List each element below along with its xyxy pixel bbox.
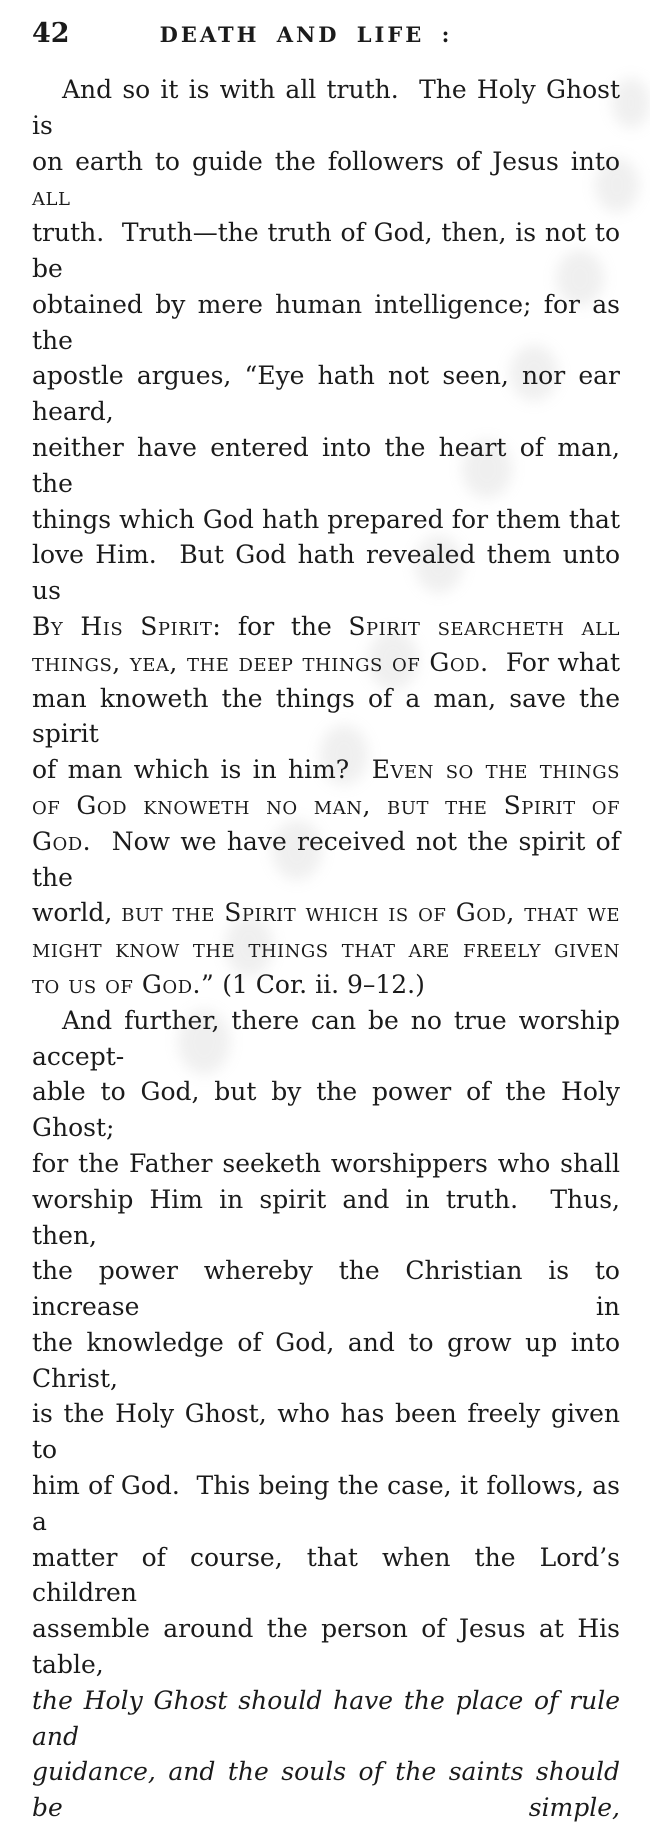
text-segment: And so it is with all truth. The Holy Ghost is: [32, 75, 620, 140]
text-segment-smallcaps: Spirit searcheth all: [348, 611, 620, 641]
text-line: [32, 1074, 620, 1146]
text-segment: world,: [32, 898, 122, 928]
text-segment-smallcaps: God.: [32, 826, 92, 856]
text-line: [32, 1754, 620, 1826]
text-line: [32, 1396, 620, 1468]
text-segment: assemble around the person of Jesus at His table,: [32, 1614, 620, 1680]
text-segment: apostle argues, “Eye hath not seen, nor ear heard,: [32, 361, 620, 427]
text-line: [32, 824, 620, 896]
text-segment: the power whereby the Christian is to increase in: [32, 1256, 620, 1322]
text-line: [32, 1253, 620, 1325]
text-segment: And further, there can be no true worship accept-: [32, 1005, 620, 1071]
text-segment-smallcaps: of God knoweth no man, but the Spirit of: [32, 790, 620, 820]
text-line: [32, 1003, 620, 1075]
text-line: [32, 681, 620, 753]
text-line: [32, 931, 620, 967]
running-title: DEATH AND LIFE :: [159, 22, 453, 47]
paragraph-2: [32, 1003, 620, 1826]
text-segment: obtained by mere human intelligence; for as the: [32, 289, 620, 355]
text-segment: matter of course, that when the Lord’s children: [32, 1542, 620, 1608]
page-number: 42: [32, 18, 70, 49]
text-segment: him of God. This being the case, it follows, as a: [32, 1471, 620, 1536]
text-segment: of man which is in him?: [32, 755, 372, 785]
scripture-reference: (1 Cor. ii. 9–12.): [214, 969, 425, 999]
text-line: [32, 502, 620, 538]
page-header: [32, 16, 620, 56]
text-segment-italic: guidance, and the souls of the saints should be simple,: [32, 1757, 620, 1823]
text-line: [32, 752, 620, 788]
text-line: [32, 1683, 620, 1755]
text-line: [32, 144, 620, 216]
text-line: [32, 358, 620, 430]
text-segment-smallcaps: things, yea, the deep things of God.: [32, 647, 489, 677]
text-segment: is the Holy Ghost, who has been freely given to: [32, 1399, 620, 1465]
text-line: [32, 1325, 620, 1397]
page-body: [32, 72, 620, 1826]
text-line: [32, 1182, 620, 1254]
text-segment: the knowledge of God, and to grow up into Christ,: [32, 1327, 620, 1393]
text-line: [32, 287, 620, 359]
text-segment: man knoweth the things of a man, save the spirit: [32, 683, 620, 749]
text-line: [32, 1468, 620, 1540]
text-line: [32, 645, 620, 681]
text-line: [32, 609, 620, 645]
text-segment-italic: the Holy Ghost should have the place of rule and: [32, 1685, 620, 1751]
text-segment: things which God hath prepared for them that: [32, 504, 620, 534]
text-line: [32, 537, 620, 609]
text-line: [32, 967, 620, 1003]
text-segment-smallcaps: might know the things that are freely given: [32, 934, 620, 964]
text-line: [32, 430, 620, 502]
text-segment-smallcaps: By His Spirit:: [32, 611, 222, 641]
text-segment: for the: [221, 611, 349, 641]
text-segment-smallcaps: but the Spirit which is of God, that we: [121, 898, 620, 928]
text-segment: truth. Truth—the truth of God, then, is not to be: [32, 218, 620, 283]
text-segment-smallcaps: Even so the things: [371, 755, 620, 785]
text-segment-smallcaps: to us of God.”: [32, 969, 215, 999]
text-segment: able to God, but by the power of the Holy Ghost;: [32, 1077, 620, 1143]
text-segment: Now we have received not the spirit of the: [32, 826, 620, 892]
text-line: [32, 1611, 620, 1683]
text-segment: neither have entered into the heart of man, the: [32, 432, 620, 498]
text-line: [32, 215, 620, 287]
text-line: [32, 895, 620, 931]
text-segment: worship Him in spirit and in truth. Thus, then,: [32, 1184, 620, 1250]
paragraph-1: [32, 72, 620, 1003]
text-segment: on earth to guide the followers of Jesus into: [32, 146, 620, 176]
text-segment-smallcaps: all: [32, 182, 71, 212]
text-line: [32, 788, 620, 824]
text-line: [32, 72, 620, 144]
text-line: [32, 1540, 620, 1612]
text-segment: love Him. But God hath revealed them unto us: [32, 540, 620, 606]
text-segment: For what: [488, 647, 620, 677]
text-line: [32, 1146, 620, 1182]
text-segment: for the Father seeketh worshippers who shall: [32, 1148, 620, 1178]
